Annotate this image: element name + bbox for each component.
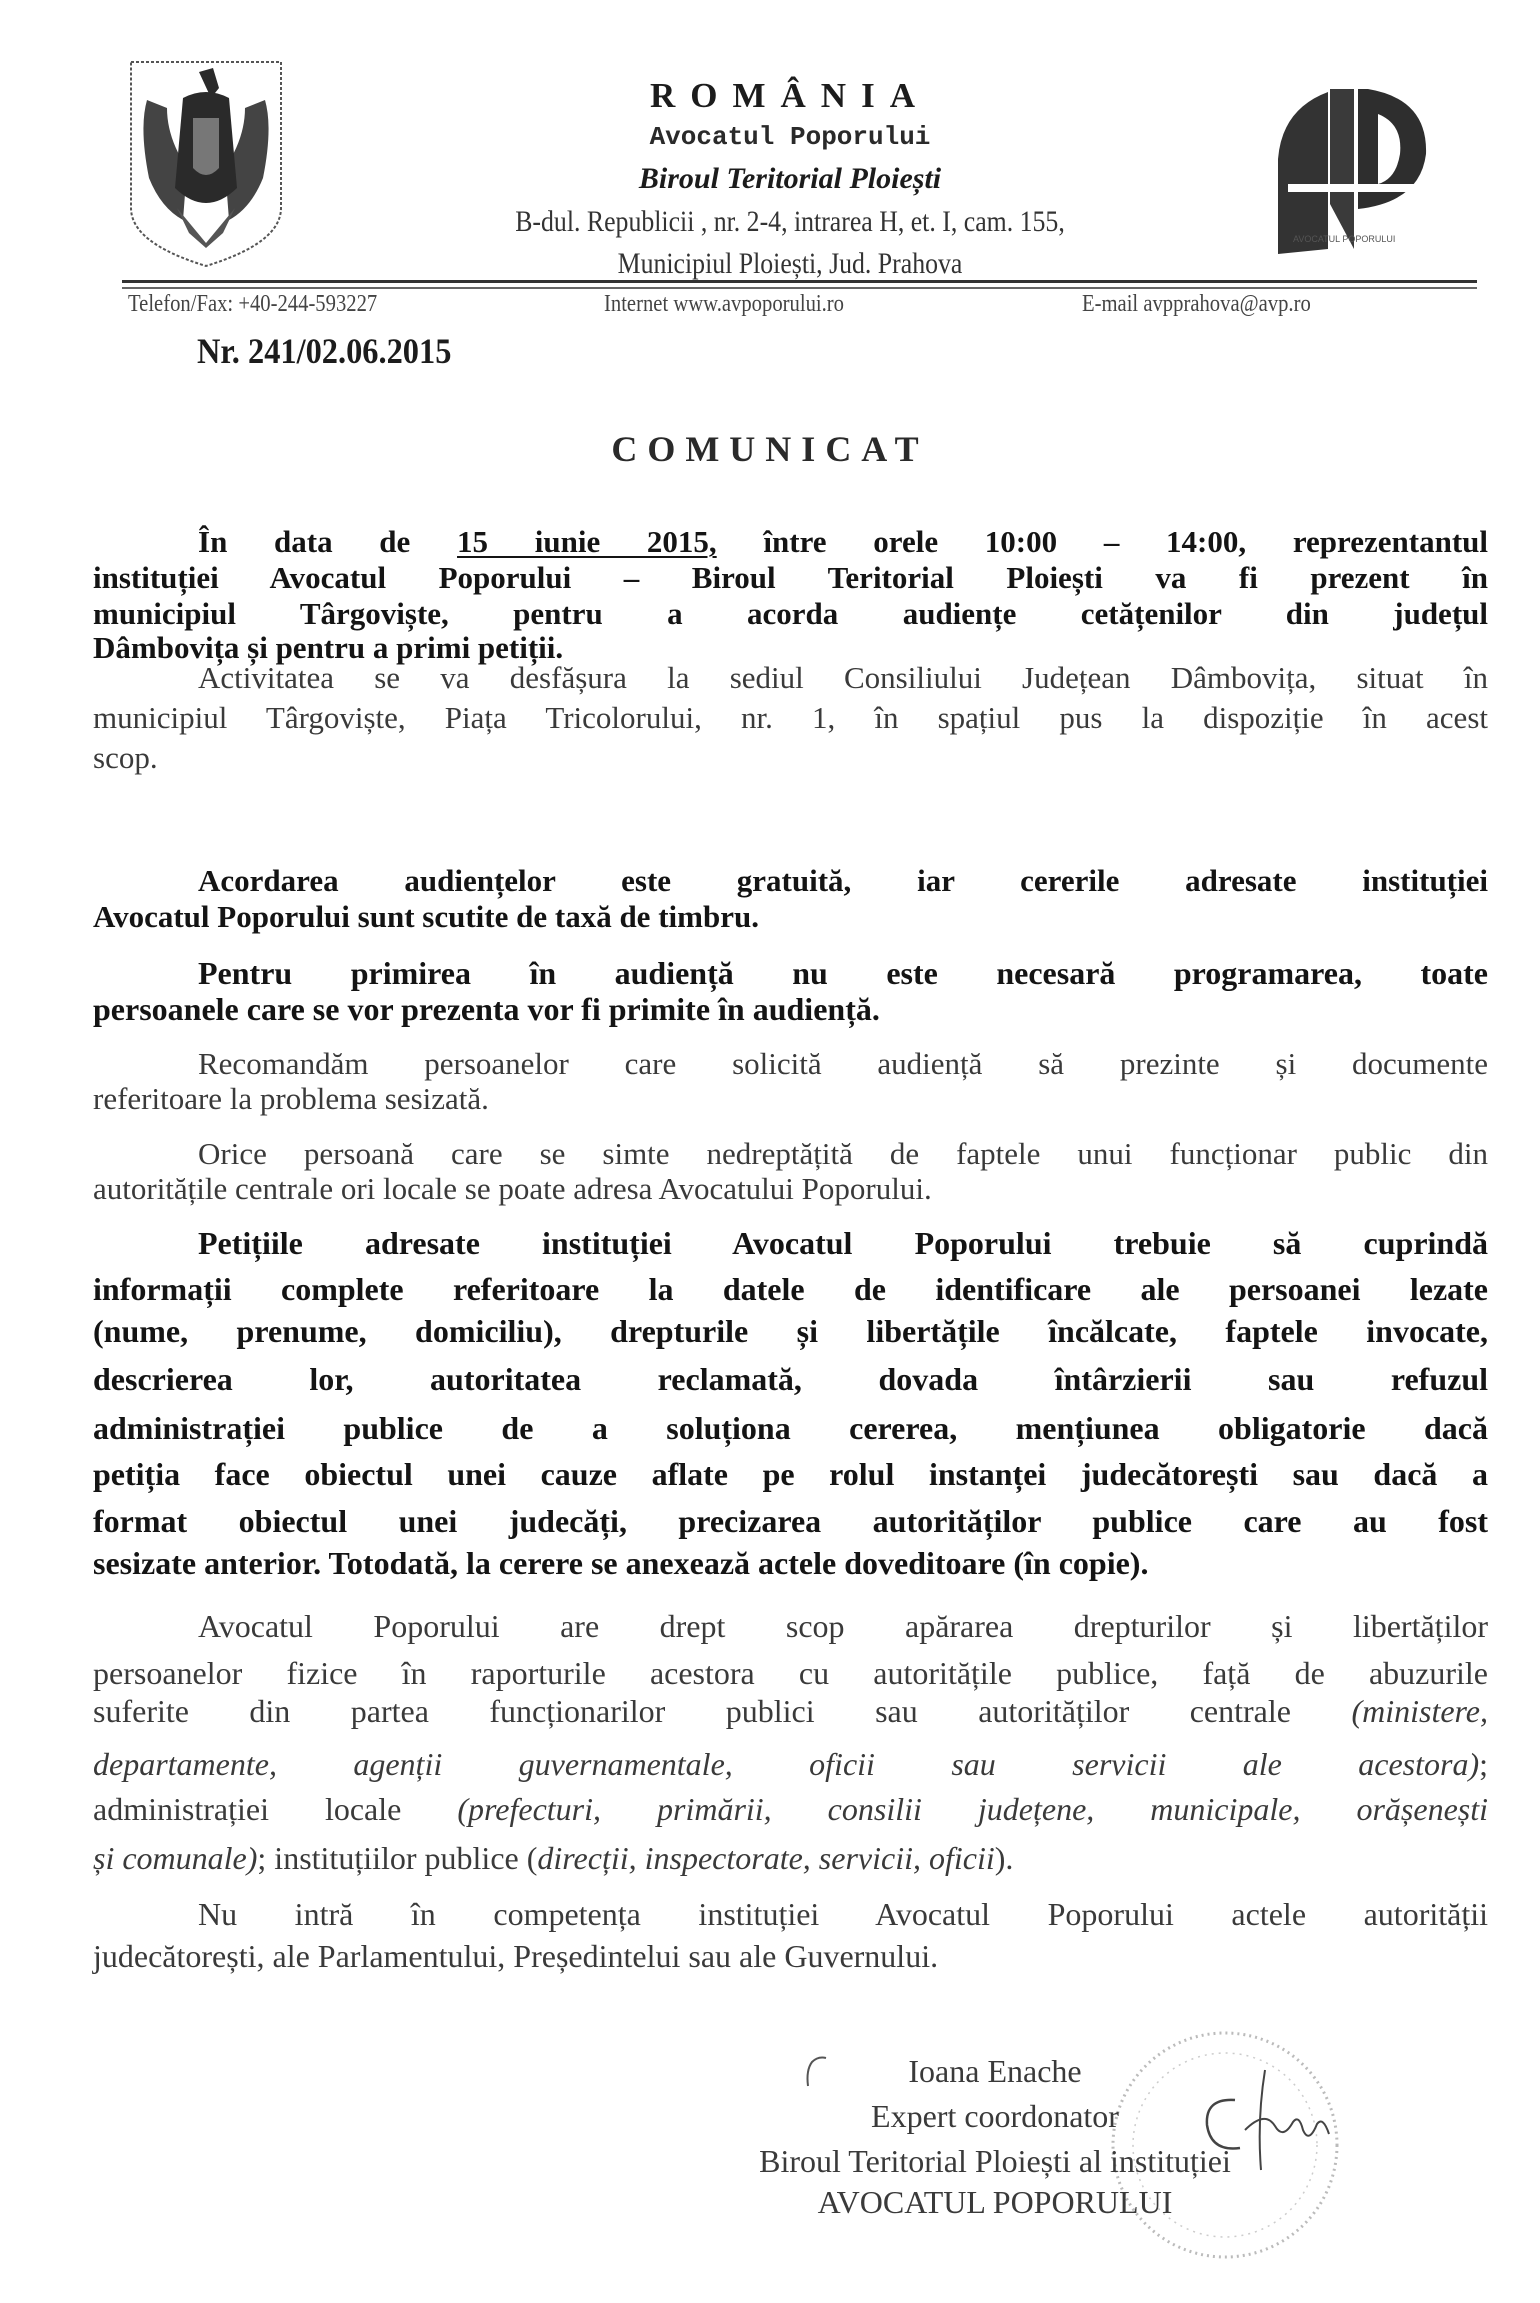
p5-line-1: Recomandăm persoanelor care solicită audiență să prezinte și documente xyxy=(198,1046,1488,1081)
p8-line-5 xyxy=(93,1791,1488,1827)
reference-number: Nr. 241/02.06.2015 xyxy=(197,331,452,371)
header-phone: Telefon/Fax: +40-244-593227 xyxy=(128,291,378,317)
coat-of-arms-icon xyxy=(127,58,285,270)
svg-text:AVOCATUL POPORULUI: AVOCATUL POPORULUI xyxy=(1293,234,1396,244)
p1-line-4: Dâmbovița și pentru a primi petiții. xyxy=(93,630,564,665)
p9-line-1: Nu intră în competența instituției Avocatul Poporului actele autorității xyxy=(198,1896,1488,1932)
header-country: ROMÂNIA xyxy=(650,76,930,115)
p4-line-2: persoanele care se vor prezenta vor fi primite în audiență. xyxy=(93,991,880,1027)
p7-line-8: sesizate anterior. Totodată, la cerere se anexează actele doveditoare (în copie). xyxy=(93,1545,1149,1581)
p1-line-1 xyxy=(198,524,1488,560)
text: suferite din partea funcționarilor publici sau autorităților centrale xyxy=(93,1693,1352,1729)
p3-line-2: Avocatul Poporului sunt scutite de taxă de timbru. xyxy=(93,899,759,934)
text: În data de xyxy=(198,524,458,559)
signatory-institution: AVOCATUL POPORULUI xyxy=(817,2184,1173,2220)
header-address-line1: B-dul. Republicii , nr. 2-4, intrarea H, et. I, cam. 155, xyxy=(515,205,1065,238)
event-date: 15 iunie 2015, xyxy=(457,524,717,559)
header-internet: Internet www.avpoporului.ro xyxy=(604,291,844,317)
p8-line-6 xyxy=(93,1840,1488,1876)
italic-text: departamente, agenții guvernamentale, oficii sau servicii ale acestora) xyxy=(93,1746,1480,1782)
header-divider xyxy=(122,280,1477,289)
p3-line-1: Acordarea audiențelor este gratuită, iar cererile adresate instituției xyxy=(198,863,1488,898)
p7-line-3: (nume, prenume, domiciliu), drepturile și libertățile încălcate, faptele invocate, xyxy=(93,1313,1488,1349)
p6-line-1: Orice persoană care se simte nedreptățită de faptele unui funcționar public din xyxy=(198,1136,1488,1171)
text: între orele 10:00 – 14:00, reprezentantul xyxy=(716,524,1489,559)
italic-text: (prefecturi, primării, consilii județene, municipale, orășenești xyxy=(457,1791,1489,1827)
header-address-line2: Municipiul Ploiești, Jud. Prahova xyxy=(617,247,963,280)
header-institution: Avocatul Poporului xyxy=(649,122,931,152)
p1-line-2: instituției Avocatul Poporului – Biroul Teritorial Ploiești va fi prezent în xyxy=(93,560,1488,595)
signatory-office: Biroul Teritorial Ploiești al instituției xyxy=(759,2143,1231,2179)
signatory-name: Ioana Enache xyxy=(908,2053,1082,2089)
p7-line-5: administrației publice de a soluționa cererea, mențiunea obligatorie dacă xyxy=(93,1410,1488,1446)
p5-line-2: referitoare la problema sesizată. xyxy=(93,1081,489,1116)
p6-line-2: autoritățile centrale ori locale se poate adresa Avocatului Poporului. xyxy=(93,1171,932,1206)
text: ). xyxy=(994,1840,1014,1876)
p8-line-4 xyxy=(93,1746,1488,1782)
document-title: COMUNICAT xyxy=(611,429,929,469)
p2-line-2: municipiul Târgoviște, Piața Tricolorului, nr. 1, în spațiul pus la dispoziție în acest xyxy=(93,700,1488,735)
p8-line-2: persoanelor fizice în raporturile acestora cu autoritățile publice, față de abuzurile xyxy=(93,1655,1488,1691)
p2-line-3: scop. xyxy=(93,740,158,775)
signatory-role: Expert coordonator xyxy=(871,2098,1119,2134)
header-office: Biroul Teritorial Ploiești xyxy=(638,162,942,195)
italic-text: direcții, inspectorate, servicii, oficii xyxy=(537,1840,995,1876)
p8-line-3 xyxy=(93,1693,1488,1729)
p9-line-2: judecătorești, ale Parlamentului, Președintelui sau ale Guvernului. xyxy=(93,1938,939,1974)
p1-line-3: municipiul Târgoviște, pentru a acorda audiențe cetățenilor din județul xyxy=(93,596,1488,631)
handwritten-signature-icon xyxy=(1195,2060,1335,2180)
text: administrației locale xyxy=(93,1791,458,1827)
p4-line-1: Pentru primirea în audiență nu este necesară programarea, toate xyxy=(198,955,1488,991)
header-email: E-mail avpprahova@avp.ro xyxy=(1082,291,1311,317)
p2-line-1: Activitatea se va desfășura la sediul Consiliului Județean Dâmbovița, situat în xyxy=(198,660,1488,695)
p7-line-1: Petițiile adresate instituției Avocatul Poporului trebuie să cuprindă xyxy=(198,1225,1488,1261)
text: ; instituțiilor publice ( xyxy=(257,1840,538,1876)
p8-line-1: Avocatul Poporului are drept scop apărarea drepturilor și libertăților xyxy=(198,1608,1488,1644)
text: ; xyxy=(1479,1746,1488,1782)
avp-logo-icon xyxy=(1268,84,1438,259)
italic-text: (ministere, xyxy=(1351,1693,1488,1729)
p7-line-4: descrierea lor, autoritatea reclamată, dovada întârzierii sau refuzul xyxy=(93,1361,1488,1397)
p7-line-6: petiția face obiectul unei cauze aflate pe rolul instanței judecătorești sau dacă a xyxy=(93,1456,1488,1492)
p7-line-2: informații complete referitoare la datele de identificare ale persoanei lezate xyxy=(93,1271,1488,1307)
italic-text: și comunale) xyxy=(93,1840,258,1876)
p7-line-7: format obiectul unei judecăți, precizarea autorităților publice care au fost xyxy=(93,1503,1488,1539)
